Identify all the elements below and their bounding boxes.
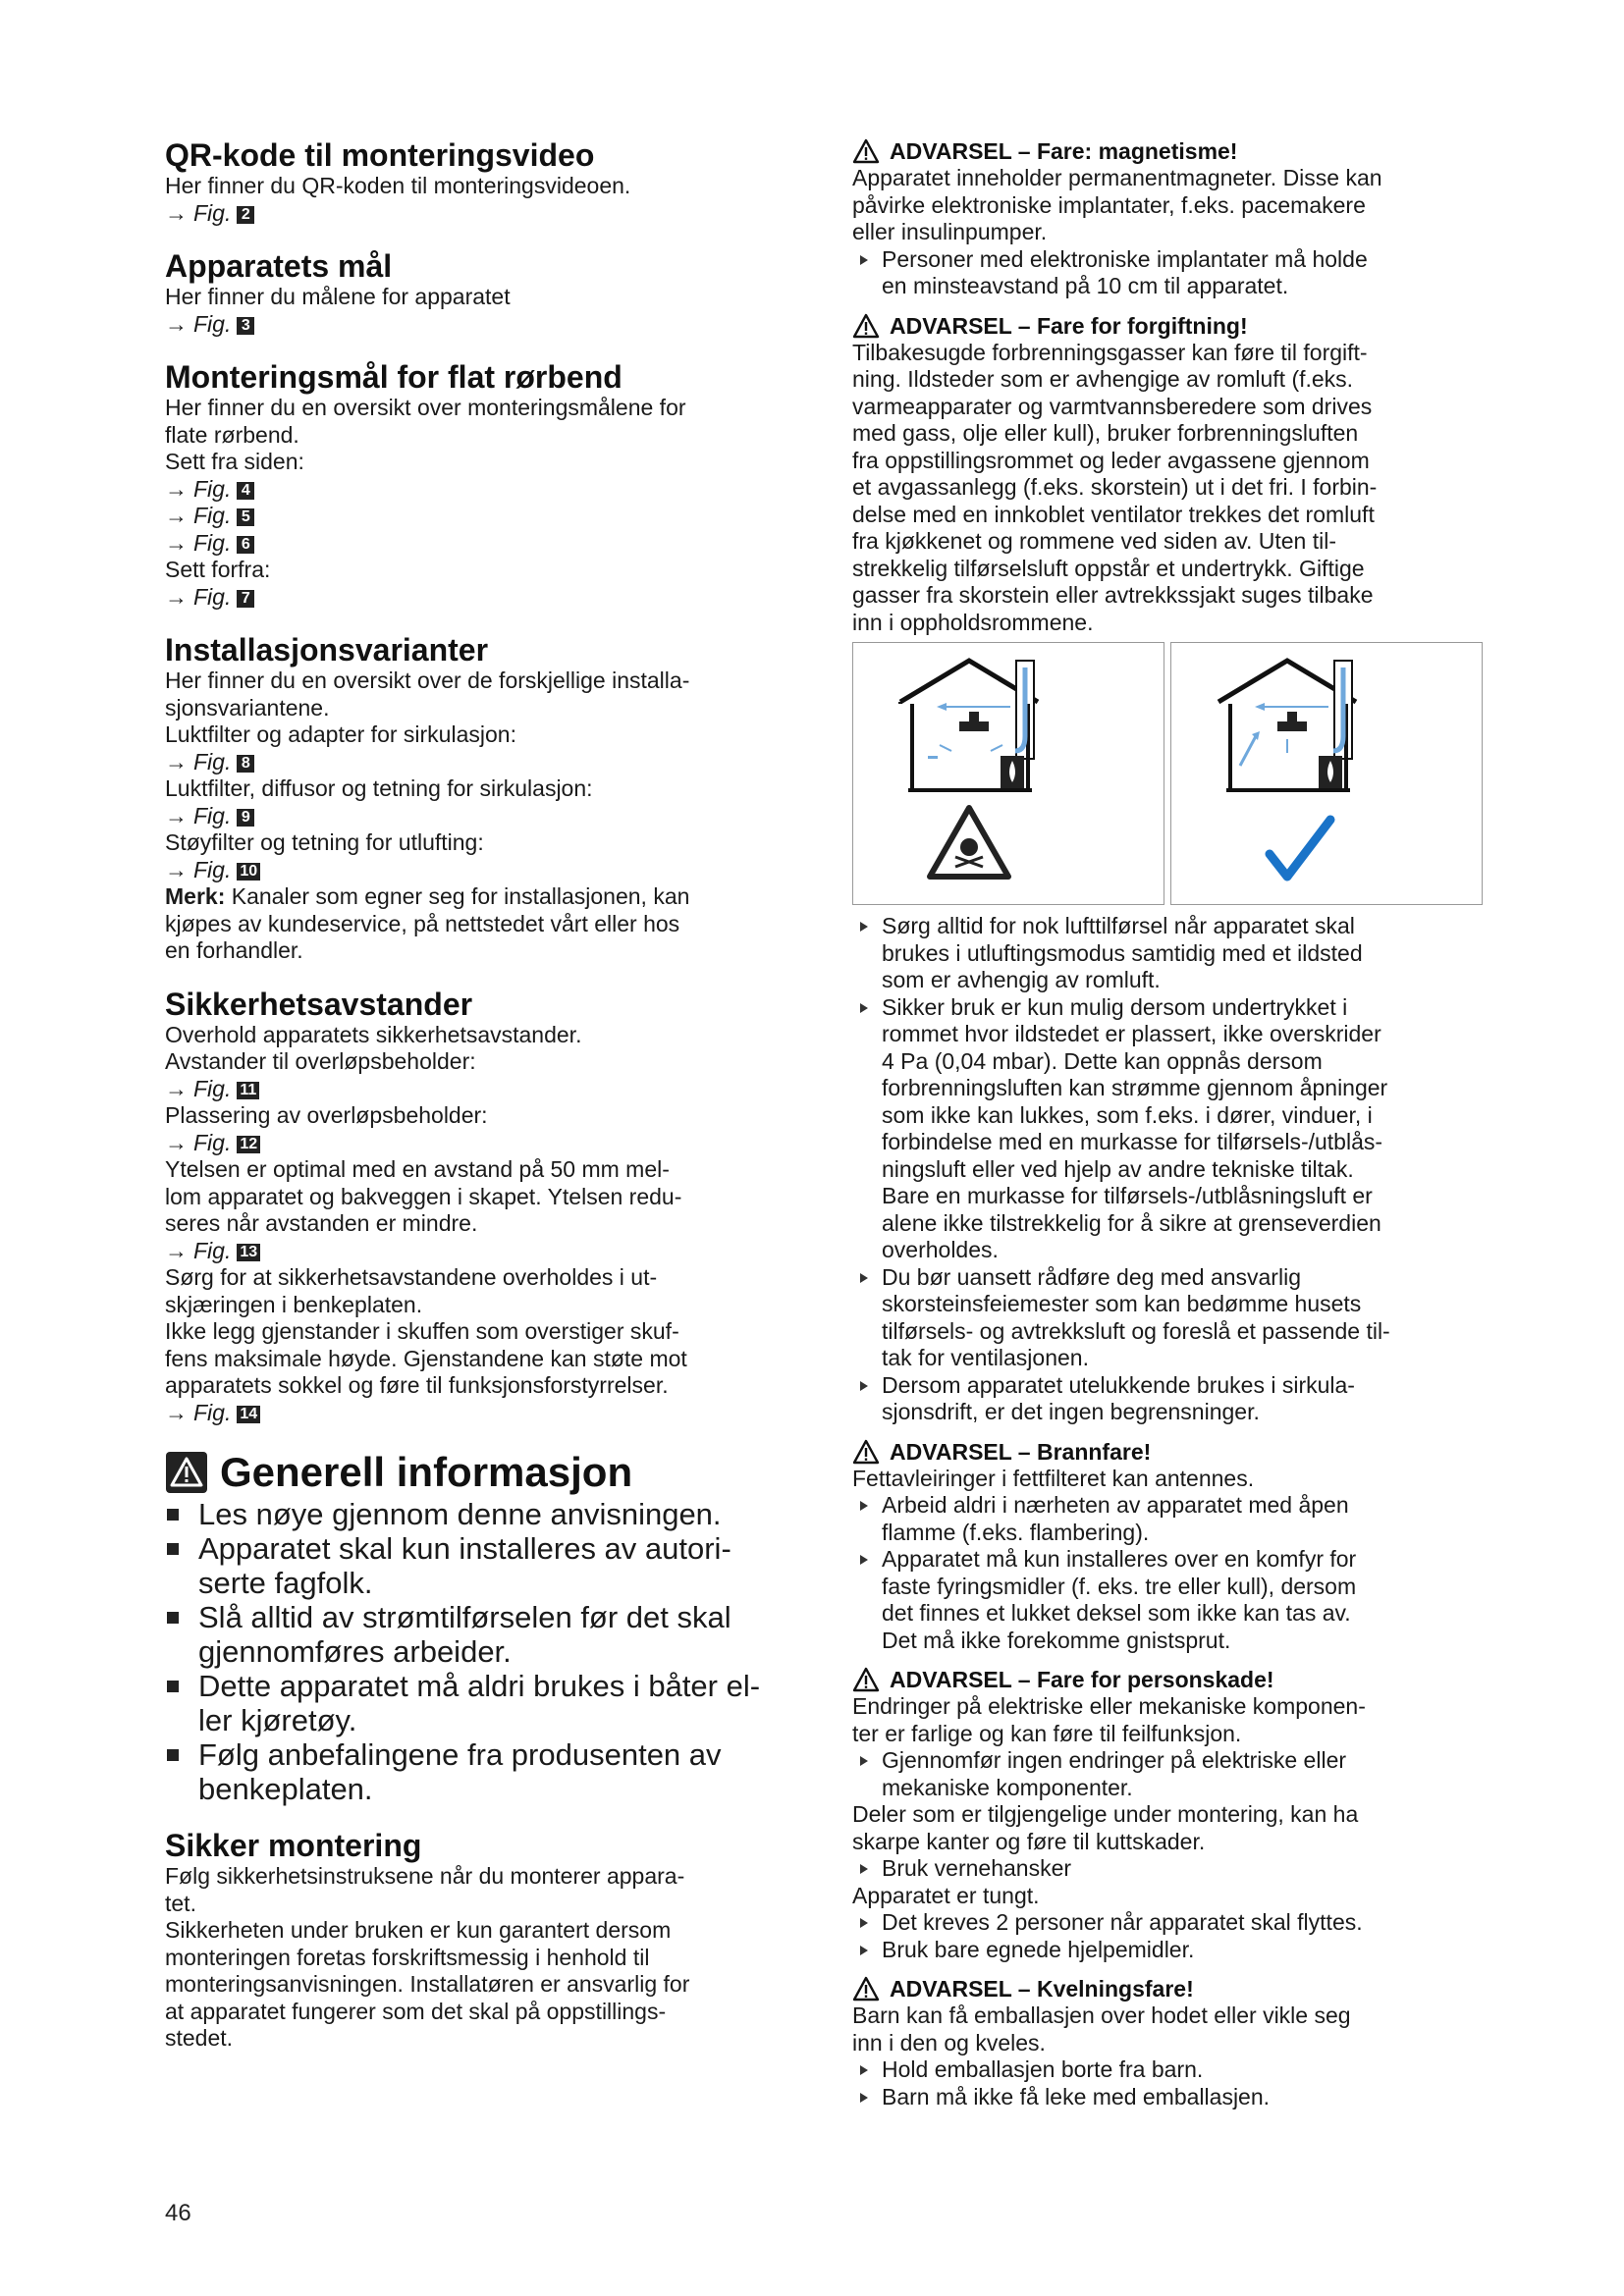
list-item: Slå alltid av strømtilførselen før det skal gjennomføres arbeider. bbox=[165, 1600, 793, 1669]
warning-line: Apparatet er tungt. bbox=[852, 1882, 1040, 1908]
warning-line: inn i den og kveles. bbox=[852, 2029, 1046, 2056]
variants-line: Her finner du en oversikt over de forskjellige installa- bbox=[165, 667, 690, 693]
variants-heading: Installasjonsvarianter bbox=[165, 632, 489, 667]
list-item: Dersom apparatet utelukkende brukes i sirkula- sjonsdrift, er det ingen begrensninger. bbox=[852, 1372, 1481, 1426]
warning-line: med gass, olje eller kull), bruker forbrenningsluften bbox=[852, 420, 1359, 446]
general-heading-row bbox=[165, 1448, 793, 1497]
variant-item: Luktfilter, diffusor og tetning for sirkulasjon: bbox=[165, 775, 593, 801]
list-item: Dette apparatet må aldri brukes i båter el- ler kjøretøy. bbox=[165, 1669, 793, 1737]
safety-line: Ikke legg gjenstander i skuffen som overstiger skuf- bbox=[165, 1318, 679, 1344]
warning-line: gasser fra skorstein eller avtrekkssjakt suges tilbake bbox=[852, 582, 1374, 608]
note: Merk: Kanaler som egner seg for installasjonen, kan bbox=[165, 883, 690, 909]
section-general bbox=[165, 1448, 793, 1806]
bullet-list bbox=[852, 1492, 1481, 1654]
mounting-line: at apparatet fungerer som det skal på oppstillings- bbox=[165, 1998, 667, 2024]
variant-item: Støyfilter og tetning for utlufting: bbox=[165, 829, 484, 855]
mounting-line: stedet. bbox=[165, 2025, 234, 2051]
safety-text: Overhold apparatets sikkerhetsavstander. bbox=[165, 1021, 582, 1047]
list-item: Barn må ikke få leke med emballasjen. bbox=[852, 2084, 1481, 2111]
fig-ref[interactable]: → Fig. 13 bbox=[165, 1238, 793, 1265]
mounting-line: Sikkerheten under bruken er kun garantert dersom bbox=[165, 1917, 672, 1943]
section-qr bbox=[165, 137, 793, 227]
fig-ref[interactable]: → Fig. 11 bbox=[165, 1076, 793, 1103]
list-item: Apparatet må kun installeres over en komfyr for faste fyringsmidler (f. eks. tre eller kull), dersom det finnes et lukket deksel som ikke kan tas av. Det må ikke forekomme gnistsprut. bbox=[852, 1546, 1481, 1654]
warning-line: Apparatet inneholder permanentmagneter. Disse kan bbox=[852, 165, 1382, 190]
warning-line: påvirke elektroniske implantater, f.eks. pacemakere bbox=[852, 191, 1366, 218]
safety-line: lom apparatet og bakveggen i skapet. Ytelsen redu- bbox=[165, 1183, 682, 1209]
warning-heading: ADVARSEL – Fare for forgiftning! bbox=[852, 312, 1481, 340]
section-safety-distances bbox=[165, 987, 793, 1427]
general-list bbox=[165, 1497, 793, 1806]
warning-line: varmeapparater og varmtvannsberedere som drives bbox=[852, 393, 1373, 419]
fig-ref[interactable]: → Fig. 2 bbox=[165, 200, 793, 228]
warning-heading: ADVARSEL – Brannfare! bbox=[852, 1438, 1481, 1466]
warning-line: skarpe kanter og føre til kuttskader. bbox=[852, 1828, 1206, 1854]
safety-heading: Sikkerhetsavstander bbox=[165, 986, 473, 1022]
right-column bbox=[852, 137, 1481, 2110]
warning-magnetism bbox=[852, 137, 1481, 300]
safe-figure bbox=[1170, 642, 1483, 905]
list-item: Sørg alltid for nok lufttilførsel når apparatet skal brukes i utluftingsmodus samtidig med et ildsted som er avhengig av romluft. bbox=[852, 913, 1481, 994]
fig-ref[interactable]: → Fig. 8 bbox=[165, 749, 793, 776]
fig-ref[interactable]: → Fig. 7 bbox=[165, 584, 793, 612]
warning-line: delse med en innkoblet ventilator trekkes det romluft bbox=[852, 501, 1375, 527]
safety-text: Plassering av overløpsbeholder: bbox=[165, 1102, 488, 1128]
safety-line: Sørg for at sikkerhetsavstandene overholdes i ut- bbox=[165, 1264, 658, 1290]
variant-item: Luktfilter og adapter for sirkulasjon: bbox=[165, 721, 516, 747]
list-item: Personer med elektroniske implantater må holde en minsteavstand på 10 cm til apparatet. bbox=[852, 246, 1481, 300]
warning-triangle-icon bbox=[852, 1976, 880, 2002]
list-item: Gjennomfør ingen endringer på elektriske eller mekaniske komponenter. bbox=[852, 1747, 1481, 1801]
list-item: Bruk bare egnede hjelpemidler. bbox=[852, 1937, 1481, 1964]
warning-line: Fettavleiringer i fettfilteret kan antennes. bbox=[852, 1465, 1255, 1491]
house-unsafe-illustration bbox=[853, 643, 1164, 904]
mounting-line: monteringsanvisningen. Installatøren er ansvarlig for bbox=[165, 1971, 690, 1997]
warning-triangle-icon bbox=[852, 313, 880, 339]
warning-line: ter er farlige og kan føre til feilfunksjon. bbox=[852, 1720, 1242, 1746]
warning-line: Tilbakesugde forbrenningsgasser kan føre til forgift- bbox=[852, 339, 1368, 365]
house-safe-illustration bbox=[1171, 643, 1482, 904]
flat-heading: Monteringsmål for flat rørbend bbox=[165, 359, 623, 395]
warning-fire bbox=[852, 1438, 1481, 1655]
mounting-line: tet. bbox=[165, 1890, 196, 1916]
safety-text: Avstander til overløpsbeholder: bbox=[165, 1048, 476, 1074]
list-item: Du bør uansett rådføre deg med ansvarlig skorsteinsfeiemester som kan bedømme husets tilførsels- og avtrekksluft og foreslå et passende til- tak for ventilasjonen. bbox=[852, 1264, 1481, 1372]
safety-line: seres når avstanden er mindre. bbox=[165, 1210, 478, 1236]
ventilation-figure bbox=[852, 642, 1481, 905]
warning-line: fra oppstillingsrommet og leder avgassene gjennom bbox=[852, 447, 1370, 473]
mounting-line: Følg sikkerhetsinstruksene når du monterer appara- bbox=[165, 1863, 685, 1889]
general-heading: Generell informasjon bbox=[220, 1449, 633, 1495]
warning-poisoning bbox=[852, 312, 1481, 1426]
fig-ref[interactable]: → Fig. 6 bbox=[165, 530, 793, 558]
section-variants bbox=[165, 632, 793, 965]
bullet-list bbox=[852, 2056, 1481, 2110]
fig-ref[interactable]: → Fig. 14 bbox=[165, 1400, 793, 1427]
section-flat-bend bbox=[165, 359, 793, 611]
qr-text: Her finner du QR-koden til monteringsvideoen. bbox=[165, 173, 631, 198]
unsafe-figure bbox=[852, 642, 1164, 905]
fig-ref[interactable]: → Fig. 12 bbox=[165, 1130, 793, 1157]
safety-line: Ytelsen er optimal med en avstand på 50 mm mel- bbox=[165, 1156, 670, 1182]
page-number: 46 bbox=[165, 2200, 191, 2226]
warning-line: inn i oppholdsrommene. bbox=[852, 609, 1094, 635]
mounting-line: monteringen foretas forskriftsmessig i henhold til bbox=[165, 1944, 650, 1970]
safety-line: apparatets sokkel og føre til funksjonsforstyrrelser. bbox=[165, 1372, 669, 1398]
fig-ref[interactable]: → Fig. 5 bbox=[165, 503, 793, 530]
variants-line: sjonsvariantene. bbox=[165, 694, 330, 721]
bullet-list bbox=[852, 913, 1481, 1426]
dims-text: Her finner du målene for apparatet bbox=[165, 284, 511, 309]
warning-line: Deler som er tilgjengelige under montering, kan ha bbox=[852, 1801, 1359, 1827]
bullet-list bbox=[852, 1909, 1481, 1963]
front-label: Sett forfra: bbox=[165, 557, 271, 582]
list-item: Apparatet skal kun installeres av autori- serte fagfolk. bbox=[165, 1531, 793, 1600]
bullet-list bbox=[852, 1747, 1481, 1801]
dims-heading: Apparatets mål bbox=[165, 248, 393, 284]
fig-ref[interactable]: → Fig. 10 bbox=[165, 857, 793, 884]
note-line: kjøpes av kundeservice, på nettstedet vårt eller hos bbox=[165, 910, 680, 936]
flat-line: Her finner du en oversikt over monteringsmålene for bbox=[165, 395, 686, 420]
section-safe-mounting bbox=[165, 1828, 793, 2053]
list-item: Hold emballasjen borte fra barn. bbox=[852, 2056, 1481, 2084]
fig-ref[interactable]: → Fig. 9 bbox=[165, 803, 793, 830]
warning-heading: ADVARSEL – Kvelningsfare! bbox=[852, 1975, 1481, 2002]
qr-heading: QR-kode til monteringsvideo bbox=[165, 137, 595, 173]
safety-line: skjæringen i benkeplaten. bbox=[165, 1291, 423, 1317]
list-item: Det kreves 2 personer når apparatet skal flyttes. bbox=[852, 1909, 1481, 1937]
warning-line: Endringer på elektriske eller mekaniske komponen- bbox=[852, 1693, 1366, 1719]
warning-injury bbox=[852, 1666, 1481, 1963]
warning-line: fra kjøkkenet og rommene ved siden av. Uten til- bbox=[852, 528, 1337, 554]
warning-line: Barn kan få emballasjen over hodet eller vikle seg bbox=[852, 2002, 1351, 2028]
bullet-list bbox=[852, 246, 1481, 300]
warning-suffocation bbox=[852, 1975, 1481, 2110]
mounting-heading: Sikker montering bbox=[165, 1828, 422, 1863]
left-column bbox=[165, 137, 793, 2053]
list-item: Sikker bruk er kun mulig dersom undertrykket i rommet hvor ildstedet er plassert, ikke overskrider 4 Pa (0,04 mbar). Dette kan oppnås dersom forbrenningsluften kan strømme gjennom åpninger som ikke kan lukkes, som f.eks. i dører, vinduer, i forbindelse med en murkasse for tilførsels-/utblås- ningsluft eller ved hjelp av andre tekniske tiltak. Bare en murkasse for tilførsels-/utblåsningsluft er alene ikke tilstrekkelig for å sikre at grenseverdien overholdes. bbox=[852, 994, 1481, 1264]
note-line: en forhandler. bbox=[165, 937, 303, 963]
warning-triangle-icon bbox=[852, 1439, 880, 1465]
warning-triangle-icon bbox=[852, 1667, 880, 1692]
flat-line: flate rørbend. bbox=[165, 421, 299, 448]
list-item: Følg anbefalingene fra produsenten av benkeplaten. bbox=[165, 1737, 793, 1806]
list-item: Arbeid aldri i nærheten av apparatet med åpen flamme (f.eks. flambering). bbox=[852, 1492, 1481, 1546]
warning-box-icon bbox=[165, 1451, 208, 1494]
list-item: Bruk vernehansker bbox=[852, 1855, 1481, 1883]
list-item: Les nøye gjennom denne anvisningen. bbox=[165, 1497, 793, 1531]
warning-line: ning. Ildsteder som er avhengige av romluft (f.eks. bbox=[852, 366, 1354, 392]
safety-line: fens maksimale høyde. Gjenstandene kan støte mot bbox=[165, 1345, 687, 1371]
fig-ref[interactable]: → Fig. 3 bbox=[165, 311, 793, 339]
warning-triangle-icon bbox=[852, 138, 880, 164]
warning-line: et avgassanlegg (f.eks. skorstein) ut i det fri. I forbin- bbox=[852, 474, 1378, 500]
warning-heading: ADVARSEL – Fare: magnetisme! bbox=[852, 137, 1481, 165]
fig-ref[interactable]: → Fig. 4 bbox=[165, 476, 793, 504]
bullet-list bbox=[852, 1855, 1481, 1883]
section-dimensions bbox=[165, 248, 793, 338]
warning-heading: ADVARSEL – Fare for personskade! bbox=[852, 1666, 1481, 1693]
side-label: Sett fra siden: bbox=[165, 449, 304, 474]
warning-line: strekkelig tilførselsluft oppstår et undertrykk. Giftige bbox=[852, 555, 1365, 581]
warning-line: eller insulinpumper. bbox=[852, 219, 1048, 244]
